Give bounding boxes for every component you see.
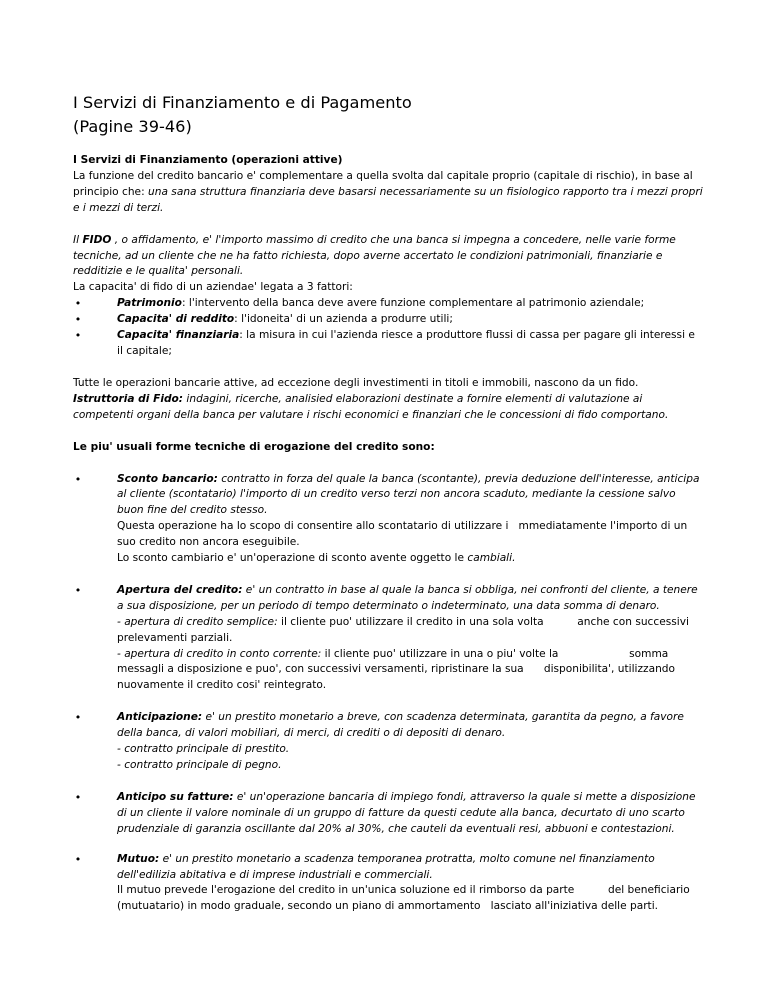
fido-factors-list	[73, 296, 703, 360]
title-line-2: (Pagine 39-46)	[73, 117, 192, 136]
list-item-apertura-credito	[73, 583, 703, 694]
apertura-semplice-term: - apertura di credito semplice:	[117, 615, 278, 628]
bullet-icon: •	[74, 790, 82, 804]
sconto-term: Sconto bancario:	[117, 472, 218, 485]
factor-text: : l'intervento della banca deve avere funzione complementare al patrimonio aziendale;	[181, 297, 645, 310]
paragraph-istruttoria	[73, 392, 703, 424]
title-line-1: I Servizi di Finanziamento e di Pagamento	[73, 93, 412, 112]
anticipazione-definition	[117, 710, 703, 742]
apertura-semplice-text: il cliente puo' utilizzare il credito in una sola volta anche con successivi prelevamenti parziali.	[117, 615, 693, 644]
bullet-icon: •	[74, 329, 82, 343]
list-item-anticipazione	[73, 710, 703, 774]
sconto-definition	[117, 472, 703, 520]
fatture-definition	[117, 790, 703, 838]
bullet-icon: •	[74, 583, 82, 597]
anticipazione-sub-pegno: - contratto principale di pegno.	[117, 759, 282, 771]
list-item-patrimonio	[73, 296, 703, 312]
document-title	[73, 91, 713, 139]
bullet-icon: •	[74, 472, 82, 486]
forms-heading: Le piu' usuali forme tecniche di erogazione del credito sono:	[73, 440, 435, 453]
sconto-def-text: contratto in forza del quale la banca (scontante), previa deduzione dell'interesse, anticipa al cliente (scontatario) l'importo di un credito verso terzi non ancora scaduto, mediante la cessione salvo buon fine del credito stesso.	[117, 472, 700, 517]
apertura-def-text: e' un contratto in base al quale la banca si obbliga, nei confronti del cliente, a tenere a sua disposizione, per un periodo di tempo determinato o indeterminato, una data somma di denaro.	[117, 583, 698, 612]
anticipazione-def-text: e' un prestito monetario a breve, con scadenza determinata, garantita da pegno, a favore della banca, di valori mobiliari, di merci, di crediti o di depositi di denaro.	[117, 711, 684, 740]
fatture-def-text: e' un'operazione bancaria di impiego fondi, attraverso la quale si mette a disposizione di un cliente il valore nominale di un gruppo di fatture da questi cedute alla banca, decurtato di uno scarto prudenziale di garanzia oscillante dal 20% al 30%, che cauteli da eventuali resi, abbuoni e contestazioni.	[117, 790, 696, 835]
fido-definition-text: , o affidamento, e' l'importo massimo di credito che una banca si impegna a concedere, nelle varie forme tecniche, ad un cliente che ne ha fatto richiesta, dopo averne accertato le condizioni patrimoniali, finanziarie e redditizie e le qualita' personali.	[73, 233, 676, 278]
mutuo-term: Mutuo:	[117, 852, 160, 865]
fido-term: FIDO	[82, 233, 112, 246]
bullet-icon: •	[74, 297, 82, 311]
apertura-corrente-term: - apertura di credito in conto corrente:	[117, 647, 322, 660]
sconto-cambiario	[117, 551, 703, 567]
credit-forms-list	[73, 472, 703, 916]
credit-function-text: La funzione del credito bancario e' complementare a quella svolta dal capitale proprio (capitale di rischio), in base al principio che:	[73, 169, 693, 198]
sconto-cambiario-term: cambiali.	[467, 552, 516, 565]
list-item-capacita-reddito	[73, 312, 703, 328]
factor-term: Patrimonio	[117, 297, 182, 310]
bullet-icon: •	[74, 711, 82, 725]
mutuo-repayment: Il mutuo prevede l'erogazione del credito in un'unica soluzione ed il rimborso da parte del beneficiario (mutuatario) in modo graduale, secondo un piano di ammortamento lasciato all'iniziativa delle parti.	[117, 884, 694, 913]
apertura-definition	[117, 583, 703, 615]
credit-function-principle: una sana struttura finanziaria deve basarsi necessariamente su un fisiologico rapporto tra i mezzi propri e i mezzi di terzi.	[73, 185, 703, 214]
sconto-purpose: Questa operazione ha lo scopo di consentire allo scontatario di utilizzare i mmediatamente l'importo di un suo credito non ancora eseguibile.	[117, 520, 691, 549]
list-item-anticipo-fatture	[73, 790, 703, 838]
apertura-term: Apertura del credito:	[117, 583, 243, 596]
istruttoria-text: indagini, ricerche, analisied elaborazioni destinate a fornire elementi di valutazione ai competenti organi della banca per valutare i rischi economici e finanziari che le concessioni di fido comportano.	[73, 392, 669, 421]
factor-text: : la misura in cui l'azienda riesce a produttore flussi di cassa per pagare gli interessi e il capitale;	[117, 329, 695, 357]
bullet-icon: •	[74, 852, 82, 866]
section-heading-financing: I Servizi di Finanziamento (operazioni attive)	[73, 154, 343, 166]
factor-text: : l'idoneita' di un azienda a produrre utili;	[234, 313, 453, 326]
paragraph-credit-function	[73, 169, 703, 217]
apertura-semplice	[117, 615, 703, 647]
anticipazione-sub-prestito: - contratto principale di prestito.	[117, 743, 290, 756]
mutuo-def-text: e' un prestito monetario a scadenza temporanea protratta, molto comune nel finanziamento dell'edilizia abitativa e di imprese industriali e commerciali.	[117, 852, 655, 881]
fido-factors-intro: La capacita' di fido di un aziendae' legata a 3 fattori:	[73, 281, 353, 294]
document-body	[73, 153, 703, 931]
istruttoria-term: Istruttoria di Fido:	[73, 392, 184, 405]
factor-term: Capacita' finanziaria	[117, 329, 240, 342]
fatture-term: Anticipo su fatture:	[117, 790, 234, 803]
apertura-corrente-text: il cliente puo' utilizzare in una o piu' volte la somma messagli a disposizione e puo', con successivi versamenti, ripristinare la sua disponibilita', utilizzando nuovamente il credito cosi' reintegrato.	[117, 647, 679, 692]
bullet-icon: •	[74, 313, 82, 327]
list-item-sconto-bancario	[73, 472, 703, 567]
paragraph-fido-definition	[73, 233, 703, 281]
list-item-mutuo	[73, 852, 703, 916]
list-item-capacita-finanziaria	[73, 328, 703, 360]
paragraph-operations-origin: Tutte le operazioni bancarie attive, ad eccezione degli investimenti in titoli e immobili, nascono da un fido.	[73, 376, 639, 389]
factor-term: Capacita' di reddito	[117, 313, 235, 326]
sconto-cambiario-text: Lo sconto cambiario e' un'operazione di sconto avente oggetto le	[117, 552, 468, 565]
anticipazione-term: Anticipazione:	[117, 711, 203, 724]
mutuo-definition	[117, 852, 703, 884]
fido-intro: Il	[73, 233, 83, 246]
apertura-conto-corrente	[117, 647, 703, 695]
